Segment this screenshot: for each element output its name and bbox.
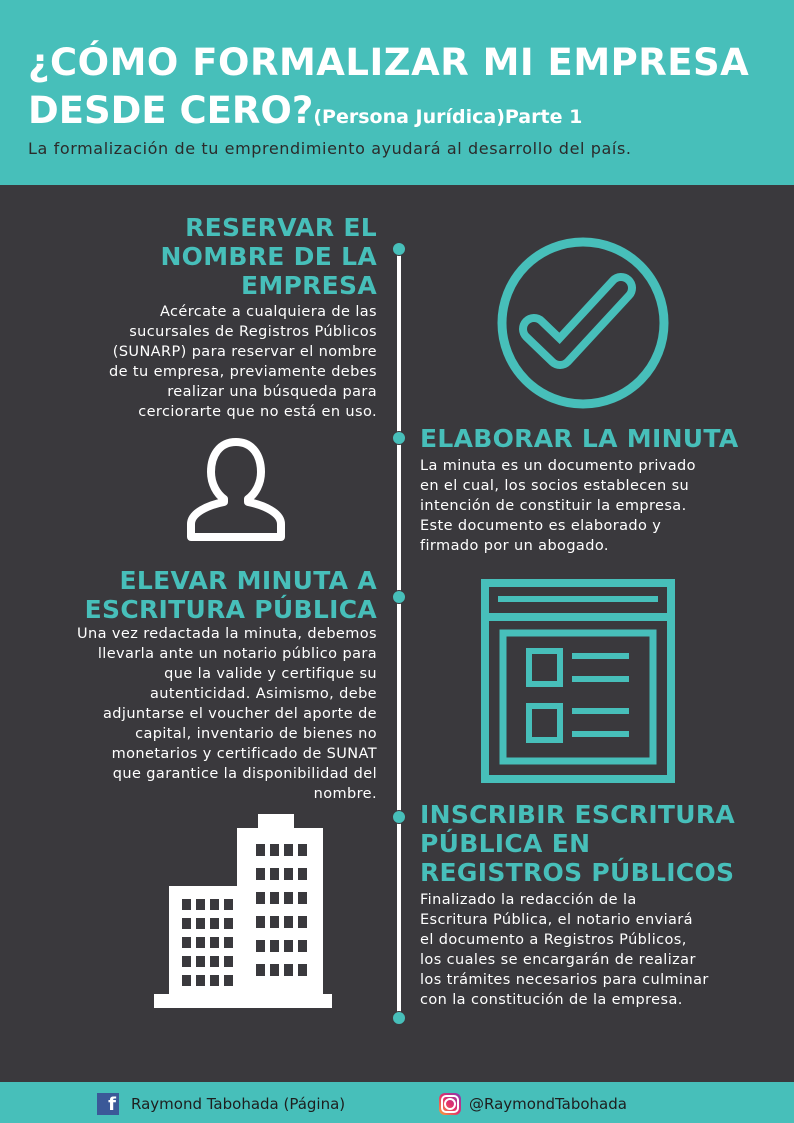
step-1-body-line: de tu empresa, previamente debes [108,364,377,380]
instagram-link[interactable] [439,1093,627,1115]
step-1-body-line: (SUNARP) para reservar el nombre [112,344,377,360]
step-1-heading-line: NOMBRE DE LA [160,242,377,271]
step-2-body [420,456,696,556]
facebook-link[interactable] [97,1093,345,1115]
step-4-heading-line: PÚBLICA EN [420,829,591,858]
step-1-heading-line: EMPRESA [240,271,377,300]
step-4-body-line: el documento a Registros Públicos, [420,932,687,948]
step-4-body-line: los cuales se encargarán de realizar [420,952,696,968]
step-3-body-line: que la valide y certifique su [164,666,377,682]
timeline-dot-4 [392,810,406,824]
step-1-body-line: cerciorarte que no está en uso. [138,404,377,420]
step-1-body [109,302,377,422]
step-3-body-line: monetarios y certificado de SUNAT [111,746,377,762]
step-1-heading [160,213,377,300]
page-title-line2 [28,89,583,132]
instagram-icon [439,1093,461,1115]
step-1-body-line: sucursales de Registros Públicos [129,324,377,340]
checkmark-circle-icon [496,232,672,414]
timeline-dot-2 [392,431,406,445]
step-4-heading [420,800,735,887]
user-icon [186,436,286,544]
step-4-body [420,890,709,1010]
step-3-body-line: capital, inventario de bienes no [135,726,377,742]
step-3-body-line: autenticidad. Asimismo, debe [150,686,377,702]
step-2-body-line: intención de constituir la empresa. [420,498,687,514]
step-2-body-line: firmado por un abogado. [420,538,609,554]
step-4-body-line: Escritura Pública, el notario enviará [420,912,693,928]
timeline-dot-5 [392,1011,406,1025]
timeline-dot-1 [392,242,406,256]
step-3-heading-line: ESCRITURA PÚBLICA [84,595,377,624]
facebook-icon: f [97,1093,119,1115]
step-3-body-line: adjuntarse el voucher del aporte de [103,706,377,722]
step-4-heading-line: INSCRIBIR ESCRITURA [420,800,736,829]
step-1-body-line: realizar una búsqueda para [167,384,377,400]
step-3-body-line: nombre. [313,786,377,802]
timeline-dot-3 [392,590,406,604]
instagram-label: @RaymondTabohada [469,1095,627,1113]
page-title-main: DESDE CERO? [28,89,314,132]
step-2-body-line: en el cual, los socios establecen su [420,478,690,494]
footer [0,1082,794,1123]
step-3-heading [85,566,377,624]
facebook-label: Raymond Tabohada (Página) [131,1095,346,1113]
step-4-heading-line: REGISTROS PÚBLICOS [420,858,735,887]
header-banner [0,0,794,185]
page-subtitle: La formalización de tu emprendimiento ayudará al desarrollo del país. [28,139,632,158]
building-icon [154,814,332,1010]
step-4-body-line: Finalizado la redacción de la [420,892,637,908]
step-2-heading-line: ELABORAR LA MINUTA [420,424,739,453]
step-2-heading [420,424,738,453]
step-4-body-line: con la constitución de la empresa. [420,992,683,1008]
page-title-suffix: (Persona Jurídica)Parte 1 [313,106,583,128]
step-2-body-line: Este documento es elaborado y [420,518,662,534]
document-form-icon [480,578,676,784]
step-2-body-line: La minuta es un documento privado [420,458,696,474]
step-3-body [77,624,377,804]
step-4-body-line: los trámites necesarios para culminar [420,972,709,988]
step-3-body-line: llevarla ante un notario público para [97,646,377,662]
timeline-line [397,246,401,1018]
step-3-body-line: que garantice la disponibilidad del [112,766,377,782]
step-1-heading-line: RESERVAR EL [185,213,377,242]
step-3-body-line: Una vez redactada la minuta, debemos [77,626,377,642]
step-1-body-line: Acércate a cualquiera de las [159,304,377,320]
step-3-heading-line: ELEVAR MINUTA A [119,566,377,595]
page-title-line1: ¿CÓMO FORMALIZAR MI EMPRESA [28,41,750,84]
